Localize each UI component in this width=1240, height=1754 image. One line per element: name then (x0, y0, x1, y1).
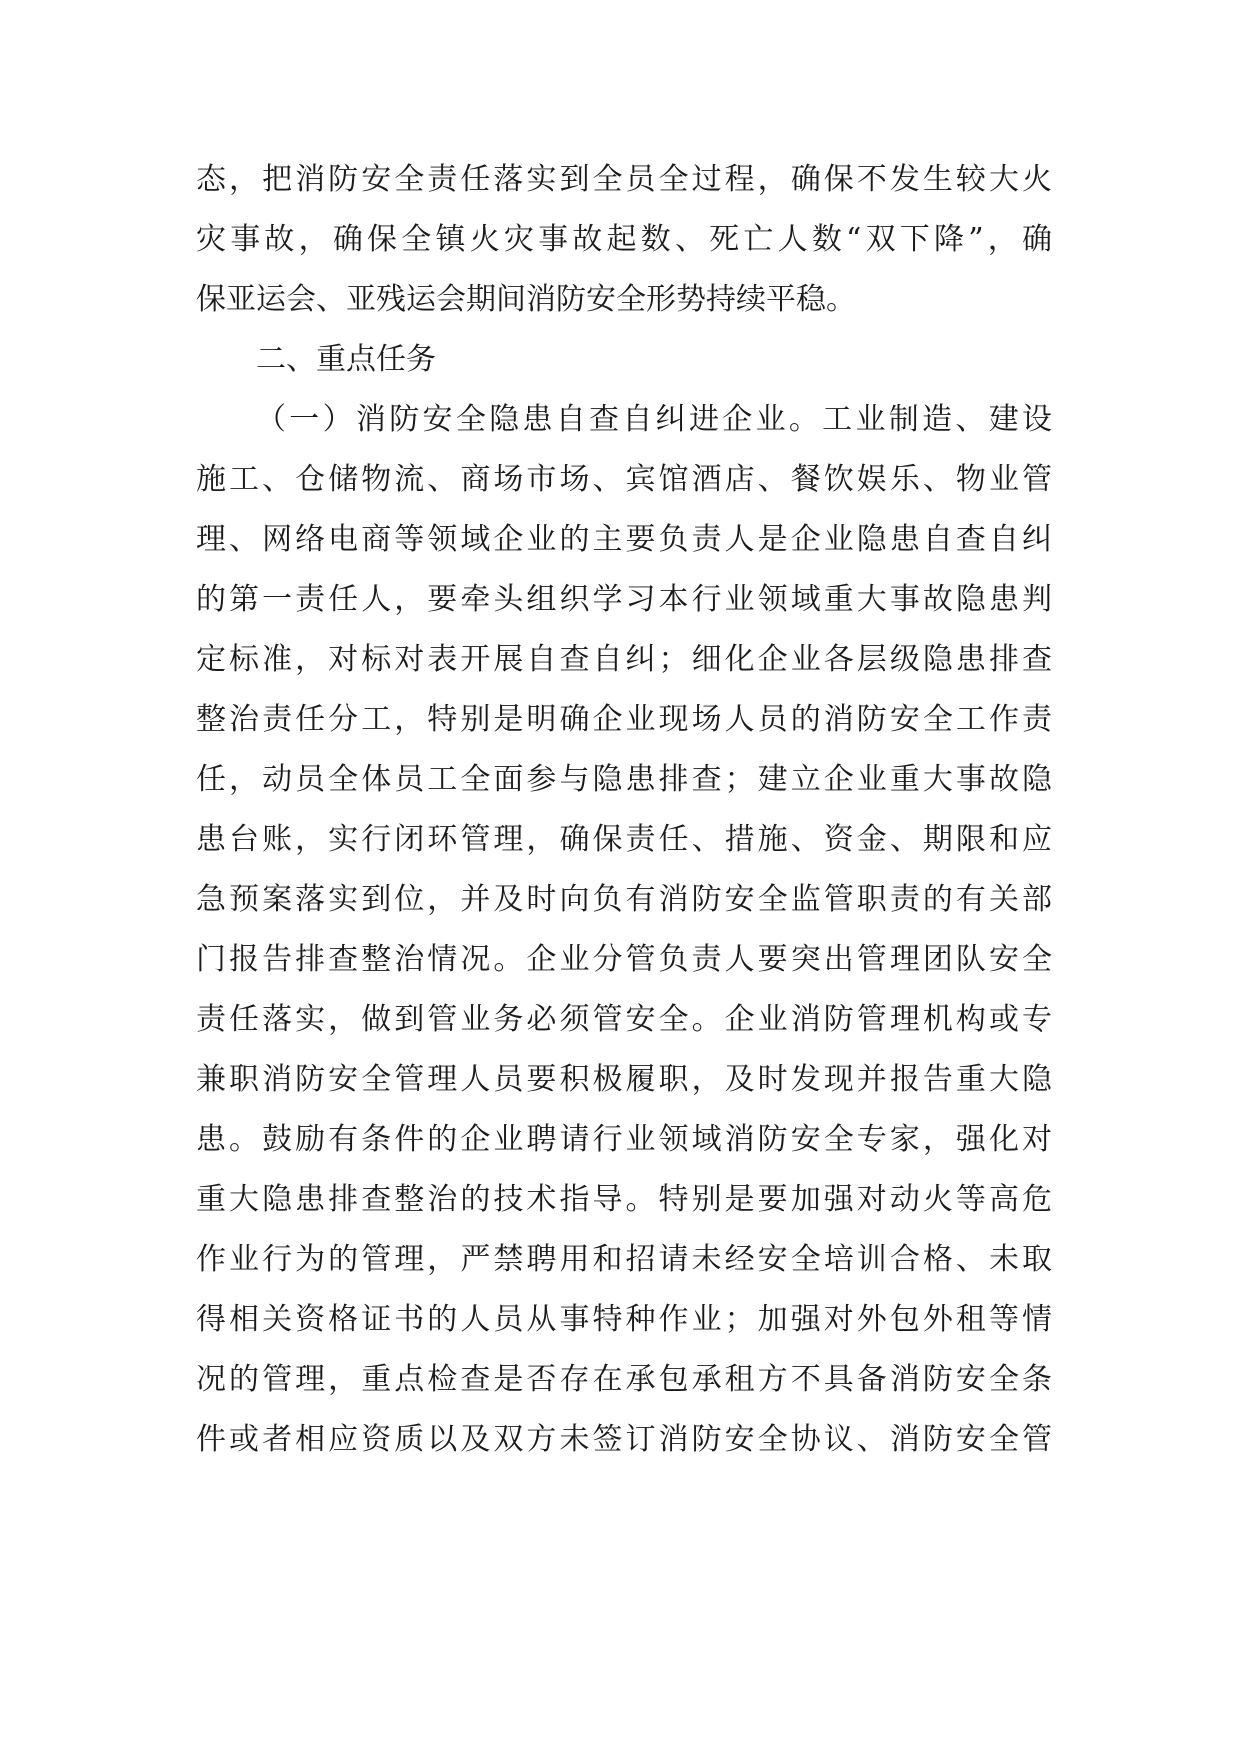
body-text-line: 灾事故，确保全镇火灾事故起数、死亡人数“双下降”，确 (196, 222, 1052, 257)
body-text-line: 保亚运会、亚残运会期间消防安全形势持续平稳。 (196, 282, 856, 317)
body-text-line: 理、网络电商等领域企业的主要负责人是企业隐患自查自纠 (196, 522, 1052, 557)
body-text-line: 急预案落实到位，并及时向负有消防安全监管职责的有关部 (196, 882, 1052, 917)
body-text-line: 况的管理，重点检查是否存在承包承租方不具备消防安全条 (196, 1362, 1052, 1397)
body-text-line: 患台账，实行闭环管理，确保责任、措施、资金、期限和应 (196, 822, 1052, 857)
body-text-line: 件或者相应资质以及双方未签订消防安全协议、消防安全管 (196, 1422, 1052, 1457)
body-text-line: 得相关资格证书的人员从事特种作业；加强对外包外租等情 (196, 1302, 1052, 1337)
subsection-heading-line: （一）消防安全隐患自查自纠进企业。工业制造、建设 (256, 402, 1052, 437)
body-text-line: 定标准，对标对表开展自查自纠；细化企业各层级隐患排查 (196, 642, 1052, 677)
body-text-line: 患。鼓励有条件的企业聘请行业领域消防安全专家，强化对 (196, 1122, 1052, 1157)
body-text-line: 整治责任分工，特别是明确企业现场人员的消防安全工作责 (196, 702, 1052, 737)
body-text-line: 兼职消防安全管理人员要积极履职，及时发现并报告重大隐 (196, 1062, 1052, 1097)
body-text-line: 门报告排查整治情况。企业分管负责人要突出管理团队安全 (196, 942, 1052, 977)
section-heading: 二、重点任务 (256, 342, 436, 377)
body-text-line: 施工、仓储物流、商场市场、宾馆酒店、餐饮娱乐、物业管 (196, 462, 1052, 497)
body-text-line: 重大隐患排查整治的技术指导。特别是要加强对动火等高危 (196, 1182, 1052, 1217)
body-text-line: 态，把消防安全责任落实到全员全过程，确保不发生较大火 (196, 162, 1052, 197)
body-text-line: 责任落实，做到管业务必须管安全。企业消防管理机构或专 (196, 1002, 1052, 1037)
body-text-line: 作业行为的管理，严禁聘用和招请未经安全培训合格、未取 (196, 1242, 1052, 1277)
body-text-line: 的第一责任人，要牵头组织学习本行业领域重大事故隐患判 (196, 582, 1052, 617)
body-text-line: 任，动员全体员工全面参与隐患排查；建立企业重大事故隐 (196, 762, 1052, 797)
